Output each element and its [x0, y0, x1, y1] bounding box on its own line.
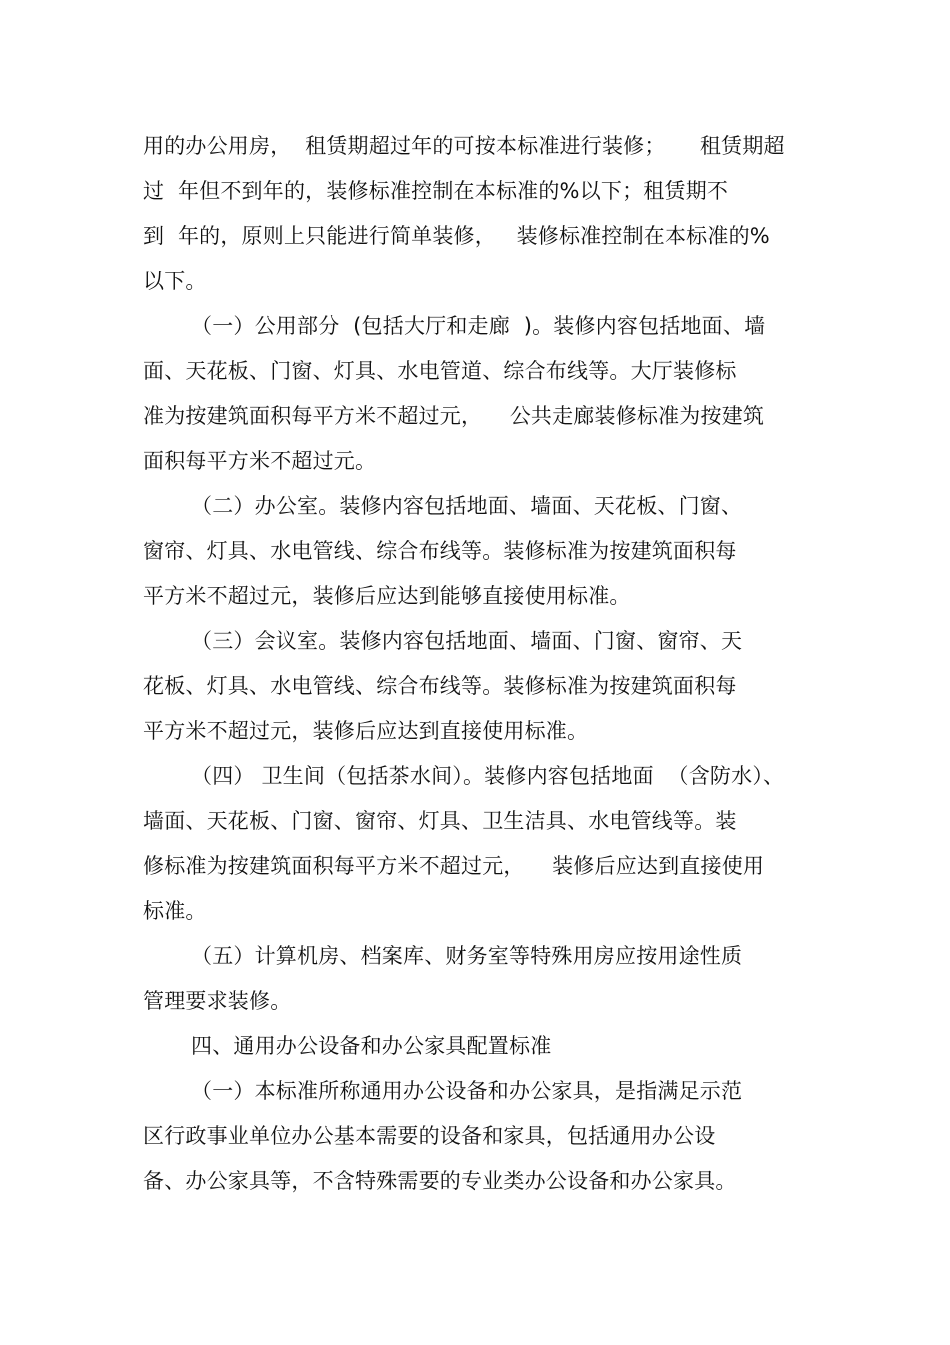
text-line: 墙面、天花板、门窗、窗帘、灯具、卫生洁具、水电管线等。装 — [143, 809, 737, 833]
text-line: 标准。 — [143, 899, 207, 923]
paragraph-start: （三）会议室。装修内容包括地面、墙面、门窗、窗帘、天 — [191, 629, 743, 653]
text-line: 窗帘、灯具、水电管线、综合布线等。装修标准为按建筑面积每 — [143, 539, 737, 563]
text-line: 准为按建筑面积每平方米不超过元， 公共走廊装修标准为按建筑 — [143, 404, 765, 428]
text-line: 平方米不超过元，装修后应达到直接使用标准。 — [143, 719, 589, 743]
paragraph-start: （五）计算机房、档案库、财务室等特殊用房应按用途性质 — [191, 944, 743, 968]
text-line: 花板、灯具、水电管线、综合布线等。装修标准为按建筑面积每 — [143, 674, 737, 698]
text-line: 平方米不超过元，装修后应达到能够直接使用标准。 — [143, 584, 631, 608]
paragraph-start: （四） 卫生间（包括茶水间）。装修内容包括地面 （含防水）、 — [191, 764, 785, 788]
paragraph-start: （一）公用部分 (包括大厅和走廊 )。装修内容包括地面、墙 — [191, 314, 766, 338]
text-line: 备、办公家具等，不含特殊需要的专业类办公设备和办公家具。 — [143, 1169, 737, 1193]
text-line: 过 年但不到年的，装修标准控制在本标准的%以下；租赁期不 — [143, 179, 729, 203]
text-line: 以下。 — [143, 269, 207, 293]
paragraph-start: （二）办公室。装修内容包括地面、墙面、天花板、门窗、 — [191, 494, 743, 518]
text-line: 用的办公用房， 租赁期超过年的可按本标准进行装修； 租赁期超 — [143, 134, 785, 158]
paragraph-start: （一）本标准所称通用办公设备和办公家具，是指满足示范 — [191, 1079, 743, 1103]
text-line: 管理要求装修。 — [143, 989, 292, 1013]
text-line: 修标准为按建筑面积每平方米不超过元， 装修后应达到直接使用 — [143, 854, 765, 878]
text-line: 面、天花板、门窗、灯具、水电管道、综合布线等。大厅装修标 — [143, 359, 737, 383]
text-line: 面积每平方米不超过元。 — [143, 449, 377, 473]
section-heading: 四、通用办公设备和办公家具配置标准 — [191, 1034, 552, 1058]
text-line: 区行政事业单位办公基本需要的设备和家具，包括通用办公设 — [143, 1124, 716, 1148]
text-line: 到 年的，原则上只能进行简单装修， 装修标准控制在本标准的% — [143, 224, 770, 248]
